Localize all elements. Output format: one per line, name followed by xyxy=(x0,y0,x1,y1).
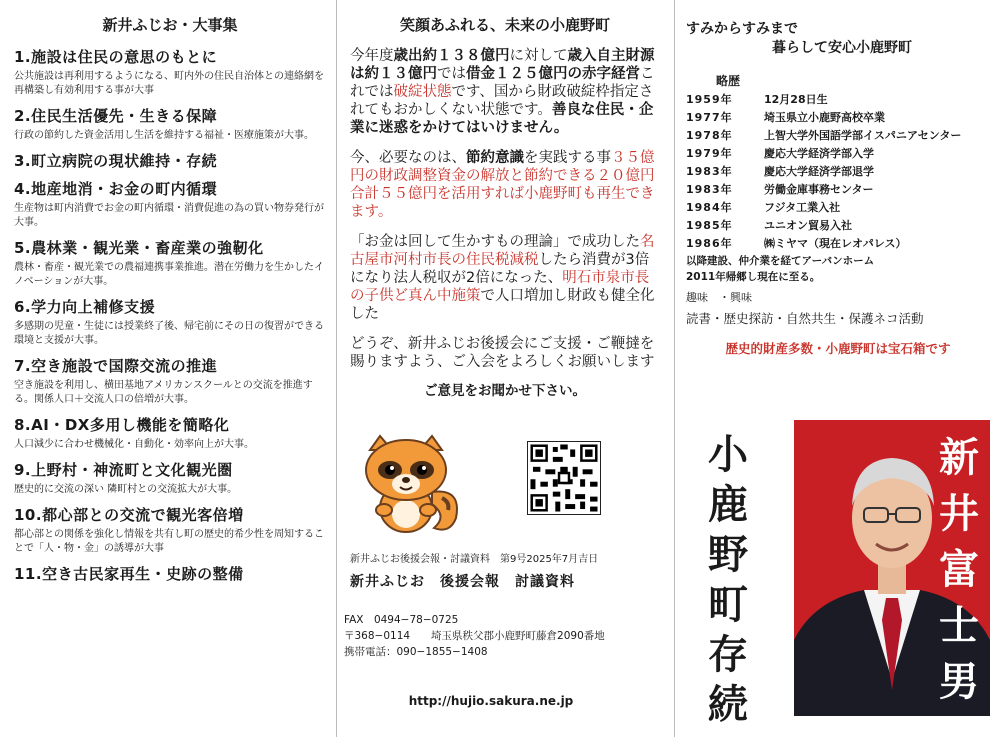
history-row xyxy=(686,235,990,253)
text-bold: 善良な住民・企業に迷惑をかけてはいけません。 xyxy=(350,102,654,136)
policy-item xyxy=(14,356,326,407)
text: に対して xyxy=(509,48,568,64)
history-extra-2: 2011年帰郷し現在に至る。 xyxy=(686,271,821,283)
text: を実践する事 xyxy=(524,150,611,166)
hobby-heading: 趣味 ・興味 xyxy=(686,291,752,304)
text: では xyxy=(437,66,466,82)
policy-description: 公共施設は再利用するようになる、町内外の住民自治体との連絡網を再構築し有効利用する事が大事 xyxy=(14,71,324,96)
policy-heading: 1.施設は住民の意思のもとに xyxy=(14,48,218,66)
policy-heading: 10.都心部との交流で観光客倍増 xyxy=(14,506,244,524)
text-bold: 借金１２５億円の赤字経営 xyxy=(466,66,640,82)
text-red: 明石市泉市長の子供ど真ん中施策 xyxy=(350,270,650,304)
policy-description: 生産物は町内消費でお金の町内循環・消費促進の為の買い物券発行が大事。 xyxy=(14,203,324,228)
theory-paragraph xyxy=(350,233,660,323)
history-year: 1985年 xyxy=(686,219,733,232)
history-event: フジタ工業入社 xyxy=(764,201,841,214)
policy-item xyxy=(14,297,326,348)
policy-item xyxy=(14,106,326,143)
history-row xyxy=(686,181,990,199)
publication-title: 新井ふじお 後援会報 討議資料 xyxy=(350,574,575,590)
text: で人口増加し財政も健全化した xyxy=(350,288,655,322)
candidate-photo xyxy=(794,420,990,716)
policy-heading: 7.空き施設で国際交流の推進 xyxy=(14,357,218,375)
text: 「お金は回して生かすもの理論」で成功した xyxy=(350,234,640,250)
history-row xyxy=(686,163,990,181)
history-year: 1977年 xyxy=(686,111,733,124)
policy-item xyxy=(14,460,326,497)
slogan xyxy=(686,20,990,58)
postal-address: 〒368−0114 埼玉県秩父郡小鹿野町藤倉2090番地 xyxy=(344,630,605,642)
history-row xyxy=(686,91,990,109)
text: これでは xyxy=(350,66,655,100)
history-year: 1986年 xyxy=(686,237,733,250)
history-event: 労働金庫事務センター xyxy=(764,183,874,196)
policy-list xyxy=(14,47,326,584)
support-paragraph: どうぞ、新井ふじお後援会にご支援・ご鞭撻を賜りますよう、ご入会をよろしくお願いします xyxy=(350,336,655,370)
policy-item xyxy=(14,415,326,452)
policy-item xyxy=(14,238,326,289)
policy-heading: 11.空き古民家再生・史跡の整備 xyxy=(14,565,244,583)
website-link[interactable]: http://hujio.sakura.ne.jp xyxy=(408,694,574,708)
contact-block xyxy=(344,612,605,660)
text: 今、必要なのは、 xyxy=(350,150,466,166)
mobile-number: 携帯電話：090−1855−1408 xyxy=(344,646,488,658)
policy-description: 農林・畜産・観光業での農福連携事業推進。潜在労働力を生かしたイノベーションが大事。 xyxy=(14,262,324,287)
policy-heading: 8.AI・DX多用し機能を簡略化 xyxy=(14,416,230,434)
history-row xyxy=(686,127,990,145)
policy-item xyxy=(14,179,326,230)
history-year: 1959年 xyxy=(686,93,733,106)
history-event: 慶応大学経済学部入学 xyxy=(764,147,874,160)
policy-heading: 4.地産地消・お金の町内循環 xyxy=(14,180,218,198)
vertical-title: 小鹿野町存続 xyxy=(708,432,748,728)
policy-description: 人口減少に合わせ機械化・自動化・効率向上が大事。 xyxy=(14,439,254,450)
finance-paragraph xyxy=(350,47,660,137)
history-year: 1984年 xyxy=(686,201,733,214)
history-extra-1: 以降建設、仲介業を経てアーバンホーム xyxy=(686,255,875,267)
policy-description: 空き施設を利用し、横田基地アメリカンスクールとの交流を推進する。関係人口＋交流人口の倍増が大事。 xyxy=(14,380,313,405)
qr-code-icon[interactable] xyxy=(527,441,601,515)
publication-info: 新井ふじお後援会報・討議資料 第9号2025年7月吉日 xyxy=(350,554,599,565)
history-event: ユニオン貿易入社 xyxy=(764,219,852,232)
policy-item xyxy=(14,151,326,171)
policy-heading: 5.農林業・観光業・畜産業の強靭化 xyxy=(14,239,264,257)
text-bold: 歳入自主財源は約１３億円 xyxy=(350,48,655,82)
policy-description: 多感期の児童・生徒には授業終了後、帰宅前にその日の復習ができる環境と支援が大事。 xyxy=(14,321,324,346)
history-row xyxy=(686,217,990,235)
message-panel xyxy=(336,0,674,737)
slogan-line-1: すみからすみまで xyxy=(686,21,798,37)
history-event: 埼玉県立小鹿野高校卒業 xyxy=(764,111,885,124)
policy-item xyxy=(14,47,326,98)
slogan-line-2: 暮らして安心小鹿野町 xyxy=(772,40,912,56)
history-year: 1983年 xyxy=(686,183,733,196)
text: 今年度 xyxy=(350,48,394,64)
text-bold: 歳出約１３８億円 xyxy=(393,48,510,64)
text-bold: 節約意識 xyxy=(466,150,524,166)
policy-description: 行政の節約した資金活用し生活を維持する福祉・医療施策が大事。 xyxy=(14,130,314,141)
policy-panel xyxy=(0,0,336,737)
history-list xyxy=(686,91,990,253)
policy-heading: 9.上野村・神流町と文化観光圏 xyxy=(14,461,233,479)
fax-number: FAX 0494−78−0725 xyxy=(344,614,459,626)
profile-panel xyxy=(674,0,1000,737)
raccoon-mascot-icon xyxy=(354,430,462,538)
history-heading: 略歴 xyxy=(716,74,741,88)
history-row xyxy=(686,199,990,217)
history-event: 慶応大学経済学部退学 xyxy=(764,165,874,178)
history-event: ㈱ミヤマ（現在レオパレス） xyxy=(764,237,907,250)
text-red: 破綻状態 xyxy=(393,84,452,100)
policy-title: 新井ふじお・大事集 xyxy=(102,16,238,34)
hobby-list: 読書・歴史探訪・自然共生・保護ネコ活動 xyxy=(686,311,924,326)
text-red: 名古屋市河村市長の住民税減税 xyxy=(350,234,655,268)
motto: 歴史的財産多数・小鹿野町は宝石箱です xyxy=(725,341,951,356)
history-row xyxy=(686,109,990,127)
policy-item xyxy=(14,564,326,584)
text: です、国から財政破綻枠指定されてもおかしくない状態です。 xyxy=(350,84,654,118)
policy-heading: 6.学力向上補修支援 xyxy=(14,298,156,316)
policy-heading: 2.住民生活優先・生きる保障 xyxy=(14,107,218,125)
history-year: 1979年 xyxy=(686,147,733,160)
history-year: 1978年 xyxy=(686,129,733,142)
history-event: 上智大学外国語学部イスパニアセンター xyxy=(764,129,962,142)
message-title: 笑顔あふれる、未来の小鹿野町 xyxy=(399,16,610,34)
history-year: 1983年 xyxy=(686,165,733,178)
saving-paragraph xyxy=(350,149,660,221)
request-text: ご意見をお聞かせ下さい。 xyxy=(424,383,586,399)
text: したら消費が3倍になり法人税収が2倍になった、 xyxy=(350,252,650,286)
history-row xyxy=(686,145,990,163)
history-event: 12月28日生 xyxy=(764,93,828,106)
candidate-name: 新井富士男 xyxy=(939,435,979,705)
policy-item xyxy=(14,505,326,556)
policy-description: 都心部との関係を強化し情報を共有し町の歴史的希少性を周知することで「人・物・金」の誘導が大事 xyxy=(14,529,324,554)
policy-heading: 3.町立病院の現状維持・存続 xyxy=(14,152,218,170)
policy-description: 歴史的に交流の深い 隣町村との交流拡大が大事。 xyxy=(14,484,238,495)
text-red: ３５億円の財政調整資金の解放と節約できる２０億円合計５５億円を活用すれば小鹿野町も再生できます。 xyxy=(350,150,655,220)
